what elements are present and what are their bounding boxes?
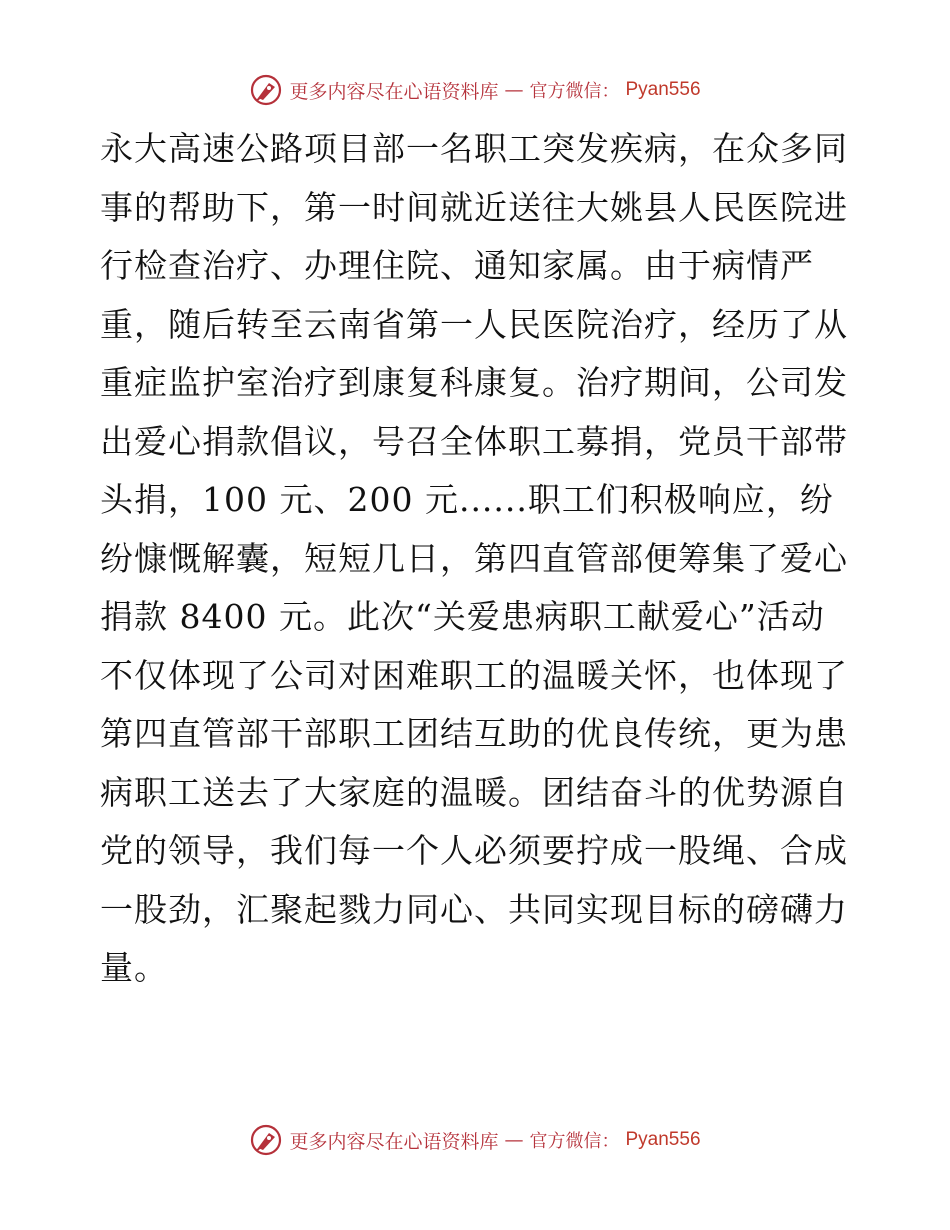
body-line: 永大高速公路项目部一名职工突发疾病，在众多同	[100, 129, 848, 168]
separator-dash: —	[504, 79, 524, 101]
body-line: 头捐，100 元、200 元......职工们积极响应，纷	[100, 480, 834, 519]
body-line: 一股劲，汇聚起戮力同心、共同实现目标的磅礴力	[100, 889, 848, 929]
body-line: 重，随后转至云南省第一人民医院治疗，经历了从	[100, 304, 848, 344]
body-line: 病职工送去了大家庭的温暖。团结奋斗的优势源自	[100, 772, 848, 812]
body-line: 纷慷慨解囊，短短几日，第四直管部便筹集了爱心	[100, 538, 848, 578]
wechat-label: 官方微信：	[529, 1131, 620, 1152]
header-banner	[0, 70, 950, 110]
body-line: 捐款 8400 元。此次“关爱患病职工献爱心”活动	[100, 597, 825, 636]
body-line: 第四直管部干部职工团结互助的优良传统，更为患	[100, 714, 848, 753]
body-line: 量。	[100, 948, 168, 987]
wechat-id: Pyan556	[625, 79, 701, 100]
wechat-id: Pyan556	[625, 1129, 701, 1150]
brand-text: 更多内容尽在心语资料库	[289, 1130, 499, 1153]
pen-nib-logo-icon	[249, 1123, 283, 1157]
body-line: 事的帮助下，第一时间就近送往大姚县人民医院进	[100, 187, 848, 227]
article-body	[100, 120, 850, 998]
body-line: 行检查治疗、办理住院、通知家属。由于病情严	[100, 246, 814, 285]
brand-text: 更多内容尽在心语资料库	[289, 80, 499, 103]
body-line: 不仅体现了公司对困难职工的温暖关怀，也体现了	[100, 655, 848, 695]
body-line: 出爱心捐款倡议，号召全体职工募捐，党员干部带	[100, 421, 848, 461]
body-line: 重症监护室治疗到康复科康复。治疗期间，公司发	[100, 363, 848, 402]
wechat-label: 官方微信：	[529, 81, 620, 102]
body-line: 党的领导，我们每一个人必须要拧成一股绳、合成	[100, 831, 848, 870]
pen-nib-logo-icon	[249, 73, 283, 107]
footer-banner	[0, 1120, 950, 1160]
separator-dash: —	[504, 1129, 524, 1151]
